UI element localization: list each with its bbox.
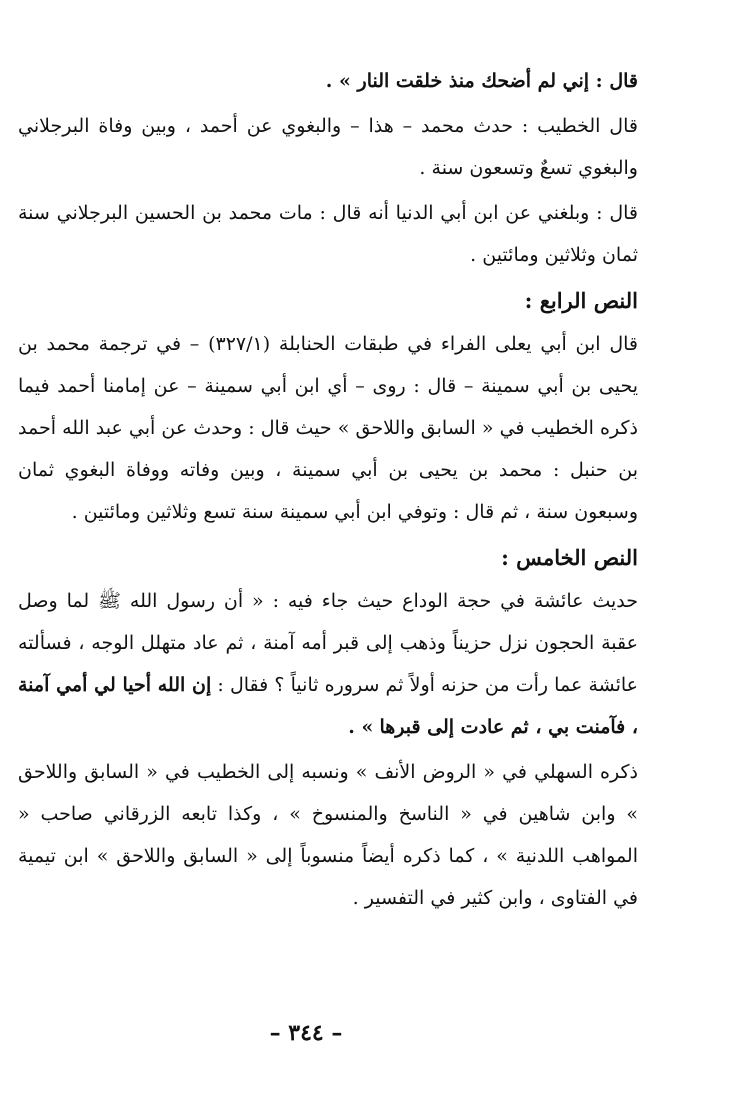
page-body (18, 60, 638, 922)
paragraph-aisha-hadith (18, 580, 638, 748)
heading-fifth-text: النص الخامس : (501, 545, 638, 570)
paragraph-sources: ذكره السهلي في « الروض الأنف » ونسبه إلى الخطيب في « السابق واللاحق » وابن شاهين في « الناسخ والمنسوخ » ، وكذا تابعه الزرقاني صاحب « المواهب اللدنية » ، كما ذكره أيضاً منسوباً إلى « السابق واللاحق » ابن تيمية في الفتاوى ، وابن كثير في التفسير . (18, 761, 638, 909)
hadith-text: حديث عائشة في حجة الوداع حيث جاء فيه : « أن رسول الله ﷺ لما وصل عقبة الحجون نزل حزيناً وذهب إلى قبر أمه آمنة ، ثم عاد متهلل الوجه ، فسألته عائشة عما رأت من حزنه أولاً ثم سروره ثانياً ؟ فقال : (18, 590, 638, 696)
paragraph-khatib-statement: قال الخطيب : حدث محمد – هذا – والبغوي عن أحمد ، وبين وفاة البرجلاني والبغوي تسعٌ وتسعون سنة . (18, 115, 638, 179)
hadith-quote-bold: إن الله أحيا لي أمي آمنة ، فآمنت بي ، ثم عادت إلى قبرها (18, 674, 638, 738)
page-number: – ٣٤٤ – (269, 1020, 343, 1046)
hadith-quote-close: » . (348, 716, 374, 738)
paragraph-ibn-abi-dunya: قال : وبلغني عن ابن أبي الدنيا أنه قال : مات محمد بن الحسين البرجلاني سنة ثمان وثلاثين ومائتين . (18, 202, 638, 266)
heading-fourth-text: النص الرابع : (524, 288, 638, 313)
paragraph-quote-end: قال : إني لم أضحك منذ خلقت النار » . (325, 70, 638, 92)
paragraph-fourth-text: قال ابن أبي يعلى الفراء في طبقات الحنابلة (٣٢٧/١) – في ترجمة محمد بن يحيى بن أبي سمينة – قال : روى – أي ابن أبي سمينة – عن إمامنا أحمد فيما ذكره الخطيب في « السابق واللاحق » حيث قال : وحدث عن أبي عبد الله أحمد بن حنبل : محمد بن يحيى بن أبي سمينة ، وبين وفاته ووفاة البغوي ثمان وسبعون سنة ، ثم قال : وتوفي ابن أبي سمينة سنة تسع وثلاثين ومائتين . (18, 333, 638, 523)
